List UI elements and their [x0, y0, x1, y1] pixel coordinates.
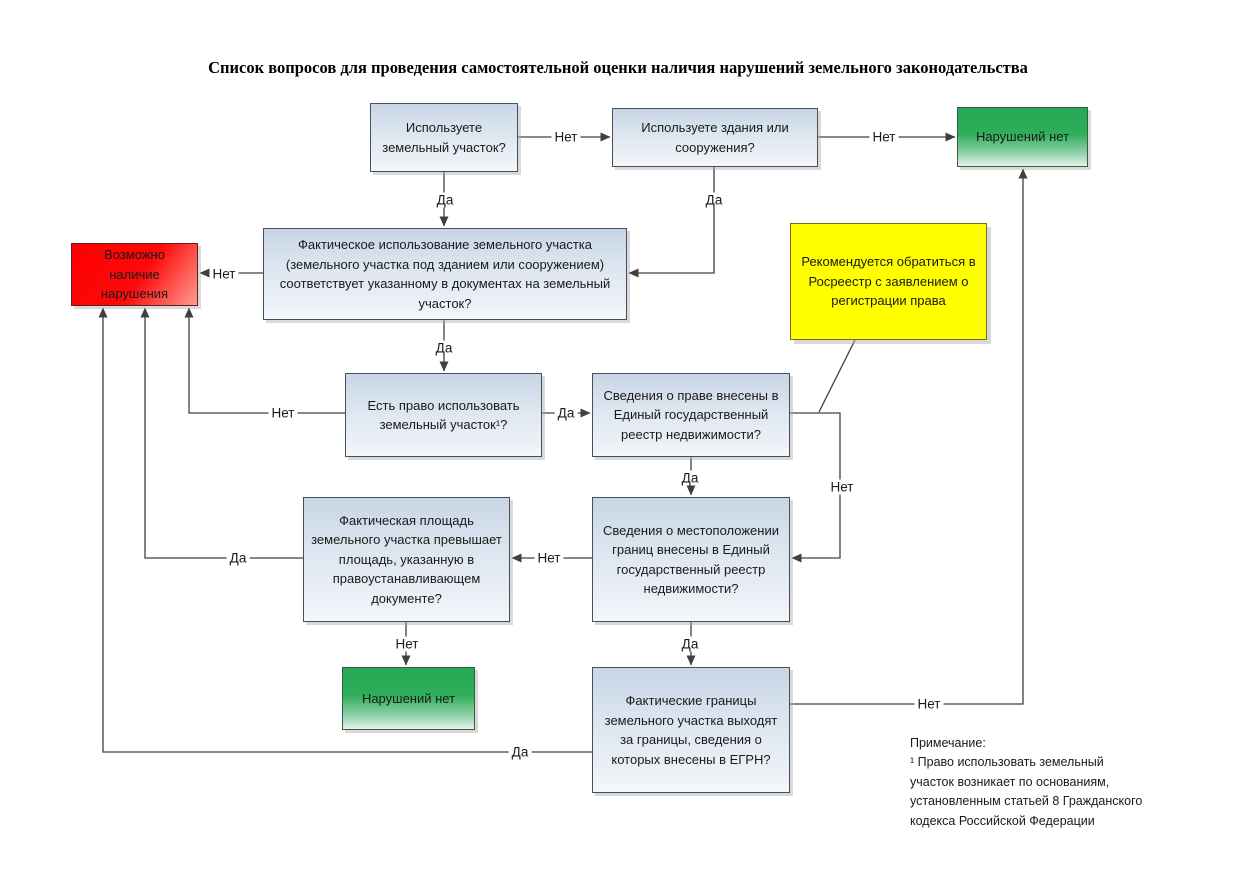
edge-label-yes: Да: [679, 471, 702, 486]
edge-label-no: Нет: [870, 130, 899, 145]
edge-label-no: Нет: [535, 551, 564, 566]
edge-label-no: Нет: [210, 267, 239, 282]
node-label: Используете земельный участок?: [382, 120, 506, 155]
node-no-violations-top: [957, 107, 1088, 167]
node-label: Возможно наличие нарушения: [100, 247, 169, 302]
edge-label-no: Нет: [915, 697, 944, 712]
node-use-land-question: [370, 103, 518, 172]
node-label: Есть право использовать земельный участок¹?: [367, 397, 520, 432]
node-possible-violation: [71, 243, 198, 306]
edge-label-no: Нет: [269, 406, 298, 421]
node-recommendation-callout: [790, 223, 987, 340]
node-no-violations-bottom: [342, 667, 475, 730]
node-label: Используете здания или сооружения?: [641, 120, 789, 155]
node-label: Сведения о праве внесены в Единый государственный реестр недвижимости?: [603, 387, 779, 442]
edge-label-yes: Да: [434, 193, 457, 208]
node-use-buildings-question: [612, 108, 818, 167]
edge-label-yes: Да: [679, 637, 702, 652]
node-label: Фактическое использование земельного участка (земельного участка под зданием или сооружением) соответствует указанному в документах на земельный участок?: [279, 237, 611, 311]
node-label: Фактические границы земельного участка выходят за границы, сведения о которых внесены в ЕГРН?: [604, 693, 778, 767]
node-label: Сведения о местоположении границ внесены в Единый государственный реестр недвижимости?: [603, 522, 779, 596]
edge-label-yes: Да: [703, 193, 726, 208]
edge-label-no: Нет: [552, 130, 581, 145]
node-boundaries-in-egrn-question: [592, 497, 790, 622]
node-label: Фактическая площадь земельного участка превышает площадь, указанную в правоустанавливающем документе?: [311, 512, 502, 606]
node-label: Нарушений нет: [361, 690, 456, 706]
edge-label-yes: Да: [227, 551, 250, 566]
node-label: Нарушений нет: [975, 129, 1070, 145]
node-right-to-use-question: [345, 373, 542, 457]
node-actual-boundaries-question: [592, 667, 790, 793]
edge-label-yes: Да: [509, 745, 532, 760]
node-label: Рекомендуется обратиться в Росреестр с заявлением о регистрации права: [801, 254, 976, 309]
edge-label-no: Нет: [828, 480, 857, 495]
edge-label-yes: Да: [555, 406, 578, 421]
node-right-in-egrn-question: [592, 373, 790, 457]
edge-label-no: Нет: [393, 637, 422, 652]
node-area-exceeds-question: [303, 497, 510, 622]
node-actual-use-question: [263, 228, 627, 320]
edge-label-yes: Да: [433, 341, 456, 356]
footnote: Примечание: ¹ Право использовать земельный участок возникает по основаниям, установленным статьей 8 Гражданского кодекса Российской Федерации: [910, 736, 1143, 828]
diagram-title: Список вопросов для проведения самостоятельной оценки наличия нарушений земельного законодательства: [208, 58, 1028, 77]
